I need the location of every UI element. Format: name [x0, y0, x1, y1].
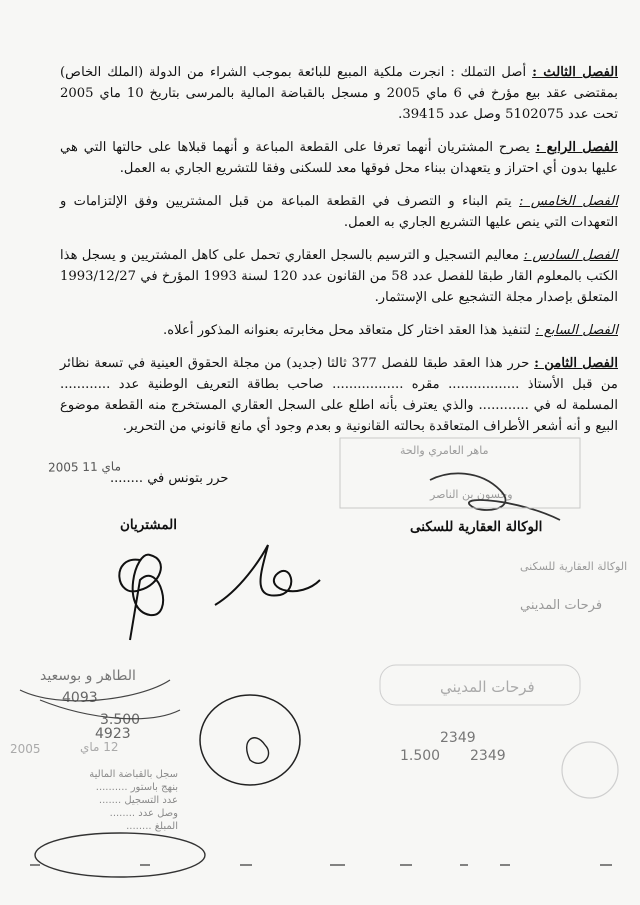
agency-label: الوكالة العقارية للسكنى — [410, 519, 543, 535]
handwritten-number: 1.500 — [400, 748, 441, 764]
tax-stamp-line: المبلغ ........ — [126, 821, 178, 832]
handwritten-loop — [20, 680, 170, 701]
faint-stamp-text: ماهر العامري والحة — [400, 444, 489, 457]
faint-round-stamp — [562, 742, 618, 798]
faint-stamp-text: وحسون بن الناصر — [430, 488, 513, 501]
clause-text: يتم البناء و التصرف في القطعة المباعة من قبل المشتريين وفق الإلتزامات و التعهدات التي ينص عليها التشريع الجاري به العمل. — [60, 194, 618, 230]
clause-title: الفصل الرابع : — [535, 140, 618, 155]
clause-title: الفصل الثالث : — [532, 65, 618, 80]
handwritten-loop — [35, 833, 205, 877]
clause-title: الفصل الثامن : — [534, 356, 618, 371]
handwritten-number: 2349 — [440, 730, 476, 746]
tax-stamp-line: بنهج باستور .......... — [95, 782, 178, 793]
signed-at-line: حرر بتونس في ........ — [110, 471, 229, 486]
faint-signature-name: فرحات المديني — [440, 678, 535, 696]
clause-title: الفصل الخامس : — [519, 194, 618, 209]
handwritten-number: 2349 — [470, 748, 506, 764]
buyers-label: المشتريان — [120, 517, 178, 533]
handwritten-number: 4093 — [62, 690, 98, 706]
clause-text: يصرح المشتريان أنهما تعرفا على القطعة المباعة و أنهما قبلاها على حالتها التي هي عليها بدون أي احتراز و يتعهدان ببناء محل فوقها معد للسكنى وفقا للتشريع الجاري به العمل. — [60, 140, 618, 176]
faint-signature-name: فرحات المديني — [520, 598, 603, 613]
clause-title: الفصل السادس : — [523, 248, 618, 263]
faint-stamp-text: الوكالة العقارية للسكنى — [520, 560, 628, 573]
tax-stamp-line: سجل بالقباضة المالية — [89, 769, 178, 780]
handwritten-number: 4923 — [95, 726, 131, 742]
handwritten-loop — [40, 700, 180, 719]
faint-year: 2005 — [10, 742, 41, 756]
tax-stamp-line: عدد التسجيل ....... — [98, 795, 178, 806]
handwritten-number: 3.500 — [100, 712, 141, 728]
agency-signature — [430, 473, 560, 520]
faint-stamp-frame — [380, 665, 580, 705]
clause-text: أصل التملك : انجرت ملكية المبيع للبائعة بموجب الشراء من الدولة (الملك الخاص) بمقتضى عقد بيع مؤرخ في 6 ماي 2005 و مسجل بالقباضة المالية بالمرسى بتاريخ 10 ماي 2005 تحت عدد 5102075 وصل عدد 39415. — [60, 65, 618, 122]
clause-text: معاليم التسجيل و الترسيم بالسجل العقاري تحمل على كاهل المشتريين و يسجل هذا الكتب بالمعلوم القار طبقا للفصل عدد 58 من القانون عدد 120 لسنة 1993 المؤرخ في 1993/12/27 المتعلق بإصدار مجلة التشجيع على الإستثمار. — [60, 248, 619, 305]
clause-text: لتنفيذ هذا العقد اختار كل متعاقد محل مخابرته بعنوانه المذكور أعلاه. — [163, 323, 536, 338]
clause-text: حرر هذا العقد طبقا للفصل 377 ثالثا (جديد) من مجلة الحقوق العينية في تسعة نظائر من قبل الأستاذ ................. مقره ................. صاحب بطاقة التعريف الوطنية عدد ............ المسلمة له في ............ والذي يعترف بأنه اطلع على السجل العقاري المستخرج منه القطعة موضوع البيع و أنه أشعر الأطراف المتعاقدة بحالته القانونية و بعدم وجود أي مانع قانوني من التحرير. — [60, 356, 618, 434]
handwritten-name: الطاهر و بوسعيد — [40, 668, 136, 684]
tax-stamp-line: وصل عدد ........ — [109, 808, 178, 819]
handwritten-date: 2005 ماي 11 — [47, 459, 122, 475]
buyer-signature — [215, 545, 320, 605]
clause-title: الفصل السابع : — [535, 323, 618, 338]
handwritten-loop — [247, 738, 269, 764]
faint-date: 12 ماي — [80, 740, 119, 754]
buyer-signature — [119, 555, 163, 640]
